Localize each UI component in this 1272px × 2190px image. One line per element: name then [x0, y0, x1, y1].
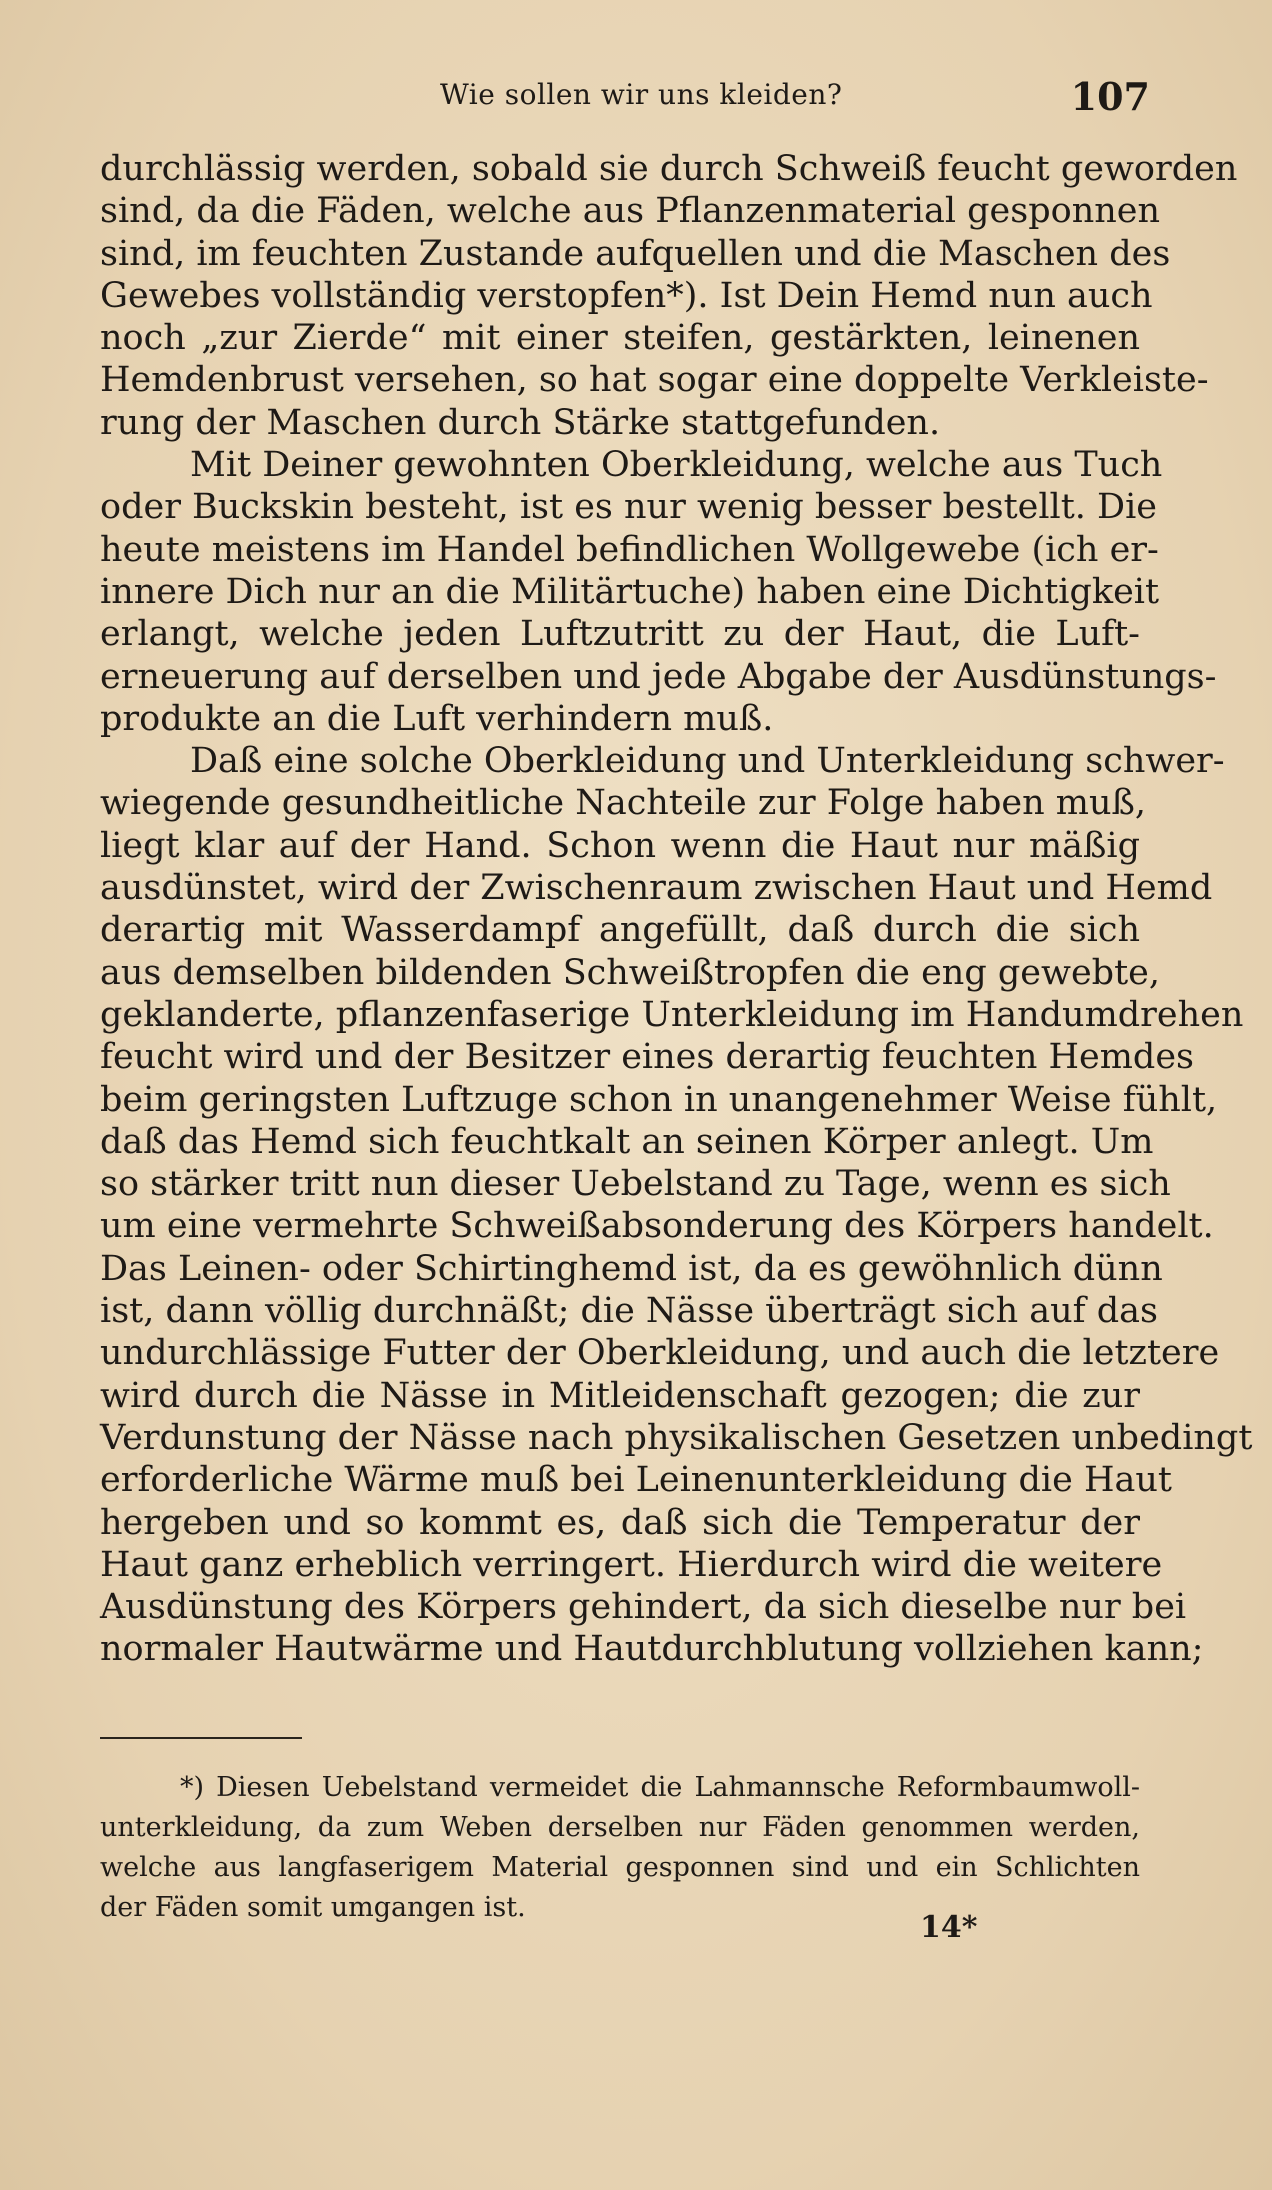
- text-line: Haut ganz erheblich verringert. Hierdurch wird die weitere: [100, 1544, 1163, 1585]
- body-text: [100, 148, 1253, 1671]
- text-line: so stärker tritt nun dieser Uebelstand zu Tage, wenn es sich: [100, 1164, 1171, 1205]
- text-line: Ausdünstung des Körpers gehindert, da sich dieselbe nur bei: [100, 1587, 1187, 1628]
- text-line: um eine vermehrte Schweißabsonderung des Körpers handelt.: [100, 1206, 1214, 1247]
- text-line: hergeben und so kommt es, daß sich die Temperatur der: [100, 1502, 1140, 1543]
- text-line: Hemdenbrust versehen, so hat sogar eine doppelte Verkleiste-: [100, 360, 1209, 401]
- text-line: noch „zur Zierde“ mit einer steifen, gestärkten, leinenen: [100, 318, 1140, 359]
- paragraph: [100, 740, 1253, 1671]
- text-line: beim geringsten Luftzuge schon in unangenehmer Weise fühlt,: [100, 1079, 1218, 1120]
- text-line: aus demselben bildenden Schweißtropfen die eng gewebte,: [100, 952, 1160, 993]
- text-line: erneuerung auf derselben und jede Abgabe der Ausdünstungs-: [100, 656, 1217, 697]
- text-line: rung der Maschen durch Stärke stattgefunden.: [100, 402, 941, 443]
- text-line: Verdunstung der Nässe nach physikalischen Gesetzen unbedingt: [100, 1417, 1253, 1458]
- text-line: erforderliche Wärme muß bei Leinenunterkleidung die Haut: [100, 1460, 1172, 1501]
- text-line: ausdünstet, wird der Zwischenraum zwischen Haut und Hemd: [100, 868, 1213, 909]
- paragraph: [100, 444, 1217, 740]
- text-line: geklanderte, pflanzenfaserige Unterkleidung im Handumdrehen: [100, 994, 1244, 1035]
- text-line: erlangt, welche jeden Luftzutritt zu der Haut, die Luft-: [100, 614, 1140, 655]
- text-line: derartig mit Wasserdampf angefüllt, daß durch die sich: [100, 910, 1140, 951]
- text-line: sind, da die Fäden, welche aus Pflanzenmaterial gesponnen: [100, 191, 1161, 232]
- text-line: heute meistens im Handel befindlichen Wollgewebe (ich er-: [100, 529, 1159, 570]
- running-title: Wie sollen wir uns kleiden?: [440, 78, 843, 111]
- text-line: daß das Hemd sich feuchtkalt an seinen Körper anlegt. Um: [100, 1121, 1154, 1162]
- text-line: Gewebes vollständig verstopfen*). Ist Dein Hemd nun auch: [100, 275, 1153, 316]
- text-line: sind, im feuchten Zustande aufquellen und die Maschen des: [100, 233, 1171, 274]
- text-line: durchlässig werden, sobald sie durch Schweiß feucht geworden: [100, 149, 1238, 189]
- text-line: undurchlässige Futter der Oberkleidung, und auch die letztere: [100, 1333, 1220, 1374]
- text-line: Daß eine solche Oberkleidung und Unterkleidung schwer-: [190, 741, 1225, 782]
- text-line: Das Leinen- oder Schirtinghemd ist, da es gewöhnlich dünn: [100, 1248, 1163, 1289]
- text-line: Mit Deiner gewohnten Oberkleidung, welche aus Tuch: [190, 445, 1163, 486]
- text-line: liegt klar auf der Hand. Schon wenn die Haut nur mäßig: [100, 825, 1140, 866]
- footnote: [100, 1768, 1140, 1928]
- text-line: normaler Hautwärme und Hautdurchblutung vollziehen kann;: [100, 1629, 1204, 1670]
- page-number: 107: [1070, 74, 1150, 119]
- signature-mark: 14*: [920, 1910, 978, 1945]
- text-line: oder Buckskin besteht, ist es nur wenig besser bestellt. Die: [100, 487, 1158, 528]
- footnote-line: der Fäden somit umgangen ist.: [100, 1892, 526, 1923]
- text-line: feucht wird und der Besitzer eines derartig feuchten Hemdes: [100, 1037, 1194, 1078]
- footnote-line: *) Diesen Uebelstand vermeidet die Lahmannsche Reformbaumwoll-: [180, 1772, 1140, 1803]
- text-line: wiegende gesundheitliche Nachteile zur Folge haben muß,: [100, 783, 1147, 824]
- text-line: produkte an die Luft verhindern muß.: [100, 698, 774, 739]
- text-line: innere Dich nur an die Militärtuche) haben eine Dichtigkeit: [100, 571, 1160, 612]
- footnote-line: welche aus langfaserigem Material gesponnen sind und ein Schlichten: [100, 1852, 1140, 1883]
- paragraph: [100, 148, 1238, 444]
- text-line: wird durch die Nässe in Mitleidenschaft gezogen; die zur: [100, 1375, 1140, 1416]
- page-header: [100, 74, 1150, 128]
- footnote-line: unterkleidung, da zum Weben derselben nur Fäden genommen werden,: [100, 1812, 1140, 1843]
- text-line: ist, dann völlig durchnäßt; die Nässe überträgt sich auf das: [100, 1291, 1158, 1332]
- footnote-divider: [100, 1737, 302, 1739]
